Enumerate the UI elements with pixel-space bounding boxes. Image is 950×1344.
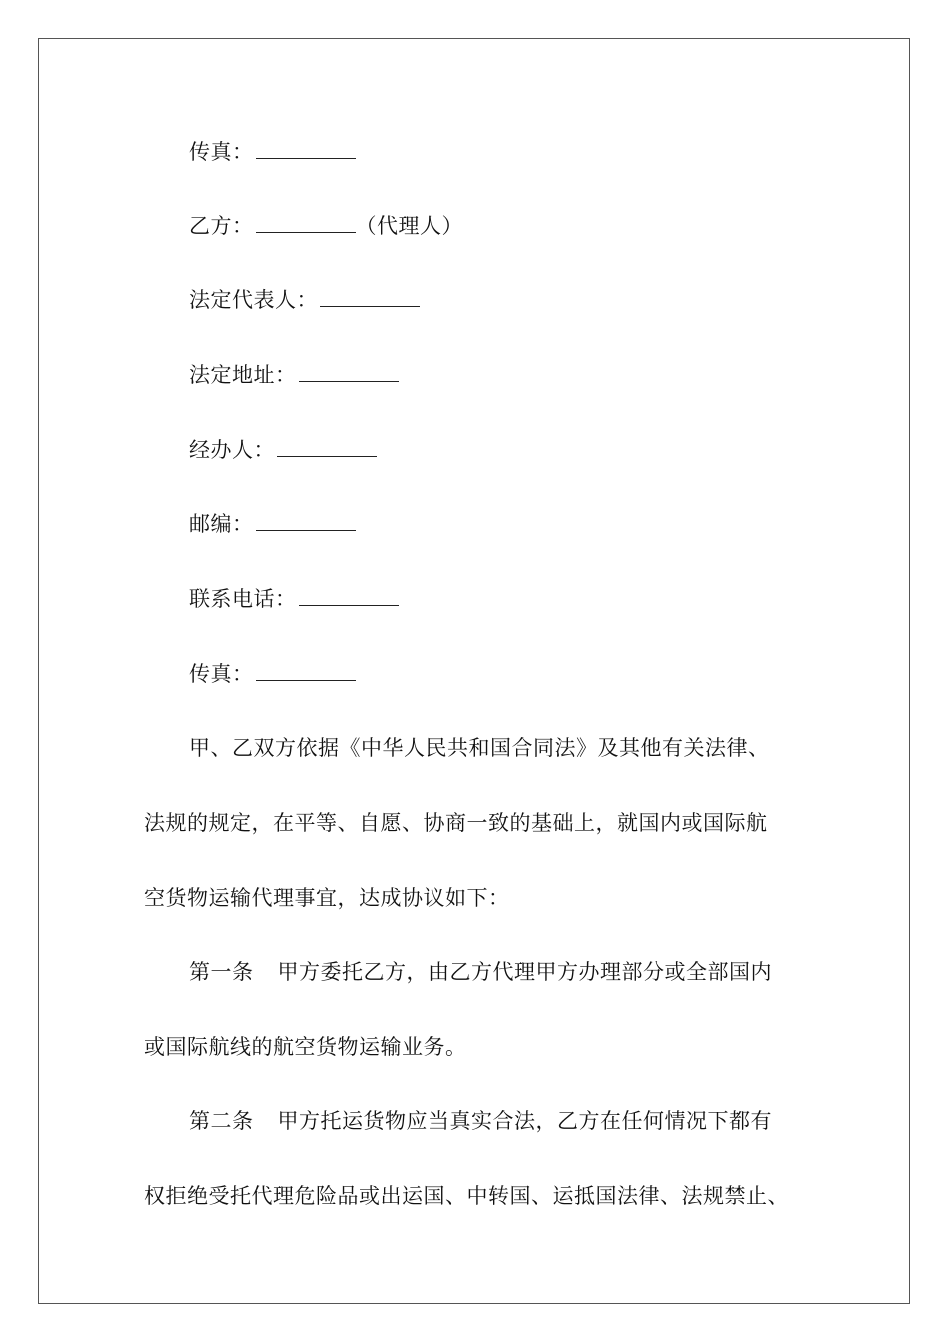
legal-rep-blank — [320, 288, 420, 307]
postcode-blank — [256, 512, 356, 531]
phone-label: 联系电话： — [189, 587, 297, 611]
party-b-blank — [256, 214, 356, 233]
article-1-text: 甲方委托乙方，由乙方代理甲方办理部分或全部国内 — [277, 960, 772, 984]
legal-rep-label: 法定代表人： — [189, 288, 318, 312]
handler-field — [189, 435, 377, 465]
legal-address-field — [189, 360, 399, 390]
intro-line-3: 空货物运输代理事宜，达成协议如下： — [144, 886, 510, 910]
article-2-text: 甲方托运货物应当真实合法，乙方在任何情况下都有 — [277, 1109, 772, 1133]
handler-label: 经办人： — [189, 438, 275, 462]
article-2-line-1 — [189, 1106, 772, 1136]
party-b-label: 乙方： — [189, 214, 254, 238]
fax-field-a — [189, 137, 356, 167]
intro-line-2: 法规的规定，在平等、自愿、协商一致的基础上，就国内或国际航 — [144, 811, 768, 835]
legal-rep-field — [189, 285, 420, 315]
phone-field — [189, 584, 399, 614]
party-b-field — [189, 211, 463, 241]
intro-line-1: 甲、乙双方依据《中华人民共和国合同法》及其他有关法律、 — [189, 736, 770, 760]
fax-label: 传真： — [189, 140, 254, 164]
article-1-line-2: 或国际航线的航空货物运输业务。 — [144, 1035, 467, 1059]
phone-blank — [299, 587, 399, 606]
legal-address-blank — [299, 363, 399, 382]
party-b-suffix: （代理人） — [355, 214, 463, 238]
fax-field-b — [189, 659, 356, 689]
handler-blank — [277, 438, 377, 457]
legal-address-label: 法定地址： — [189, 363, 297, 387]
postcode-field — [189, 509, 356, 539]
article-2-title: 第二条 — [189, 1109, 254, 1133]
article-1-line-1 — [189, 957, 772, 987]
article-2-line-2: 权拒绝受托代理危险品或出运国、中转国、运抵国法律、法规禁止、 — [144, 1184, 789, 1208]
fax-blank — [256, 662, 356, 681]
postcode-label: 邮编： — [189, 512, 254, 536]
fax-blank — [256, 140, 356, 159]
fax-label: 传真： — [189, 662, 254, 686]
article-1-title: 第一条 — [189, 960, 254, 984]
